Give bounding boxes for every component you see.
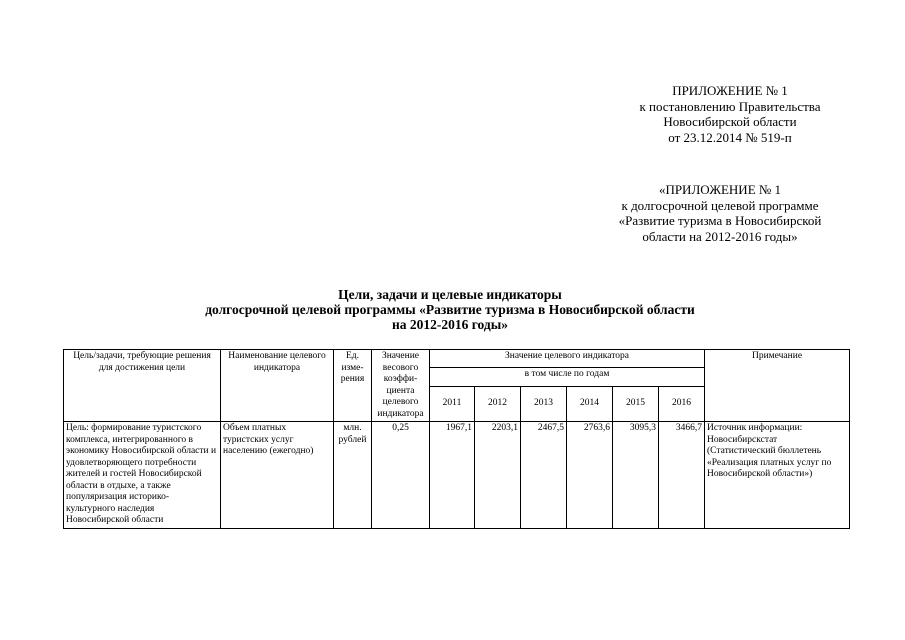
weight-cell: 0,25: [372, 422, 430, 529]
header-year: 2015: [613, 387, 659, 422]
appendix-1-line: ПРИЛОЖЕНИЕ № 1: [672, 83, 788, 98]
header-weight: Значение весового коэффи- циента целевого индикатора: [372, 350, 430, 422]
appendix-program-line: «ПРИЛОЖЕНИЕ № 1: [658, 182, 782, 197]
appendix-program-line: «Развитие туризма в Новосибирской: [618, 213, 822, 228]
header-note: Примечание: [705, 350, 850, 422]
title-line: Цели, задачи и целевые индикаторы: [338, 287, 562, 302]
header-unit: Ед. изме- рения: [334, 350, 372, 422]
header-goal: Цель/задачи, требующие решения для достижения цели: [64, 350, 221, 422]
table-header-row: [64, 350, 850, 368]
indicators-table: [63, 349, 850, 529]
indicator-cell: Объем платных туристских услуг населению (ежегодно): [221, 422, 334, 529]
title-line: на 2012-2016 годы»: [391, 317, 509, 332]
appendix-program-line: области на 2012-2016 годы»: [642, 228, 798, 244]
unit-cell: млн. рублей: [334, 422, 372, 529]
table-row: [64, 422, 850, 529]
header-value: Значение целевого индикатора: [430, 350, 705, 368]
document-title: [150, 287, 750, 332]
header-indicator: Наименование целевого индикатора: [221, 350, 334, 422]
appendix-1-line: к постановлению Правительства: [639, 98, 821, 114]
header-year: 2013: [521, 387, 567, 422]
appendix-program-line: к долгосрочной целевой программе: [621, 197, 819, 213]
header-by-years: в том числе по годам: [430, 368, 705, 387]
note-cell: Источник информации: Новосибирскстат (Статистический бюллетень «Реализация платных услуг по Новосибирской области»): [705, 422, 850, 529]
goal-cell: Цель: формирование туристского комплекса, интегрированного в экономику Новосибирской области и удовлетворяющего потребности жителей и гостей Новосибирской области в отдыхе, а также популяризация историко-культурного наследия Новосибирской области: [64, 422, 221, 529]
title-line: долгосрочной целевой программы «Развитие туризма в Новосибирской области: [205, 302, 695, 317]
value-cell: 2467,5: [521, 422, 567, 529]
appendix-1-line: от 23.12.2014 № 519-п: [668, 129, 792, 145]
header-year: 2016: [659, 387, 705, 422]
value-cell: 2203,1: [475, 422, 521, 529]
header-year: 2014: [567, 387, 613, 422]
appendix-program-header: [590, 182, 850, 244]
header-year: 2011: [430, 387, 475, 422]
value-cell: 3466,7: [659, 422, 705, 529]
value-cell: 3095,3: [613, 422, 659, 529]
appendix-1-header: [600, 83, 860, 145]
value-cell: 1967,1: [430, 422, 475, 529]
value-cell: 2763,6: [567, 422, 613, 529]
header-year: 2012: [475, 387, 521, 422]
appendix-1-line: Новосибирской области: [663, 114, 797, 129]
